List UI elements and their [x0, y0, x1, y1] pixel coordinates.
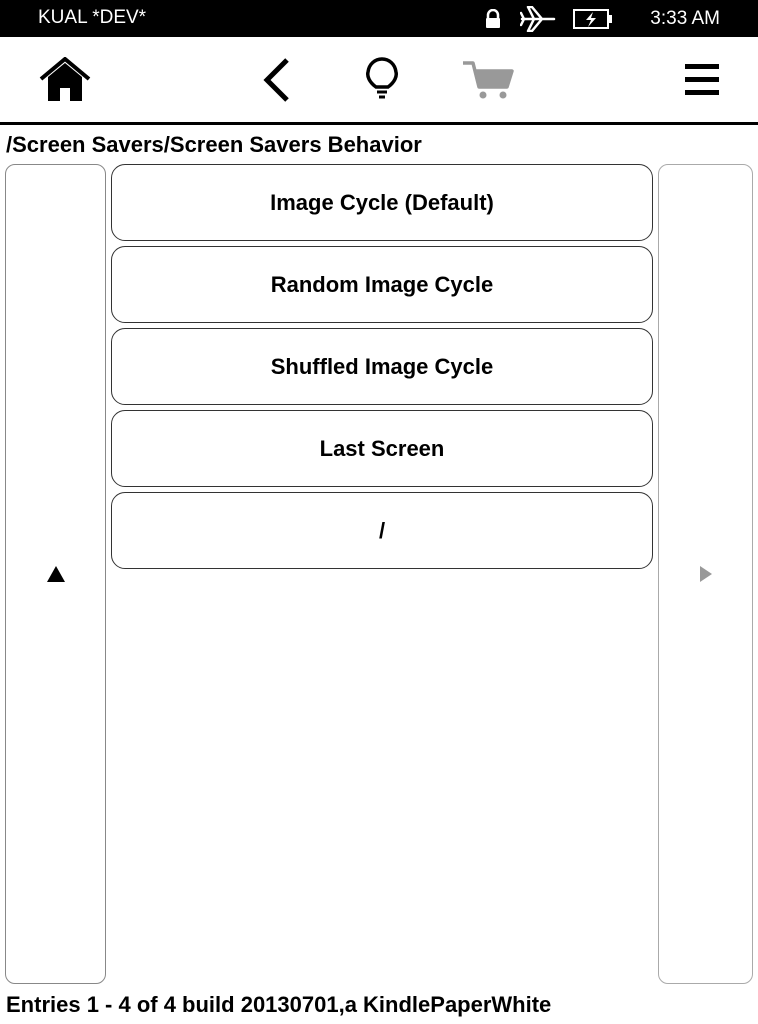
light-button[interactable]	[354, 54, 410, 106]
next-page-button[interactable]	[658, 164, 753, 984]
menu-button[interactable]	[674, 54, 730, 106]
back-button[interactable]	[248, 54, 304, 106]
home-button[interactable]	[37, 54, 93, 106]
menu-item-random-image-cycle[interactable]: Random Image Cycle	[111, 246, 653, 323]
menu-icon	[684, 62, 720, 98]
scroll-up-button[interactable]	[5, 164, 106, 984]
breadcrumb: /Screen Savers/Screen Savers Behavior	[6, 132, 422, 157]
right-arrow-icon	[699, 565, 713, 583]
light-bulb-icon	[365, 57, 399, 103]
battery-charging-icon	[573, 0, 613, 37]
menu-item-image-cycle-default[interactable]: Image Cycle (Default)	[111, 164, 653, 241]
toolbar	[0, 37, 758, 125]
airplane-icon	[520, 0, 556, 37]
lock-icon	[484, 0, 502, 37]
back-icon	[259, 57, 293, 103]
home-icon	[39, 57, 91, 103]
status-bar	[0, 0, 758, 37]
menu-list	[111, 164, 654, 574]
cart-icon	[461, 59, 515, 101]
clock: 3:33 AM	[650, 8, 720, 29]
store-button[interactable]	[460, 54, 516, 106]
menu-item-last-screen[interactable]: Last Screen	[111, 410, 653, 487]
app-title: KUAL *DEV*	[38, 7, 147, 28]
menu-item-root[interactable]: /	[111, 492, 653, 569]
status-footer: Entries 1 - 4 of 4 build 20130701,a KindlePaperWhite	[6, 992, 552, 1017]
menu-item-shuffled-image-cycle[interactable]: Shuffled Image Cycle	[111, 328, 653, 405]
up-arrow-icon	[46, 565, 66, 583]
